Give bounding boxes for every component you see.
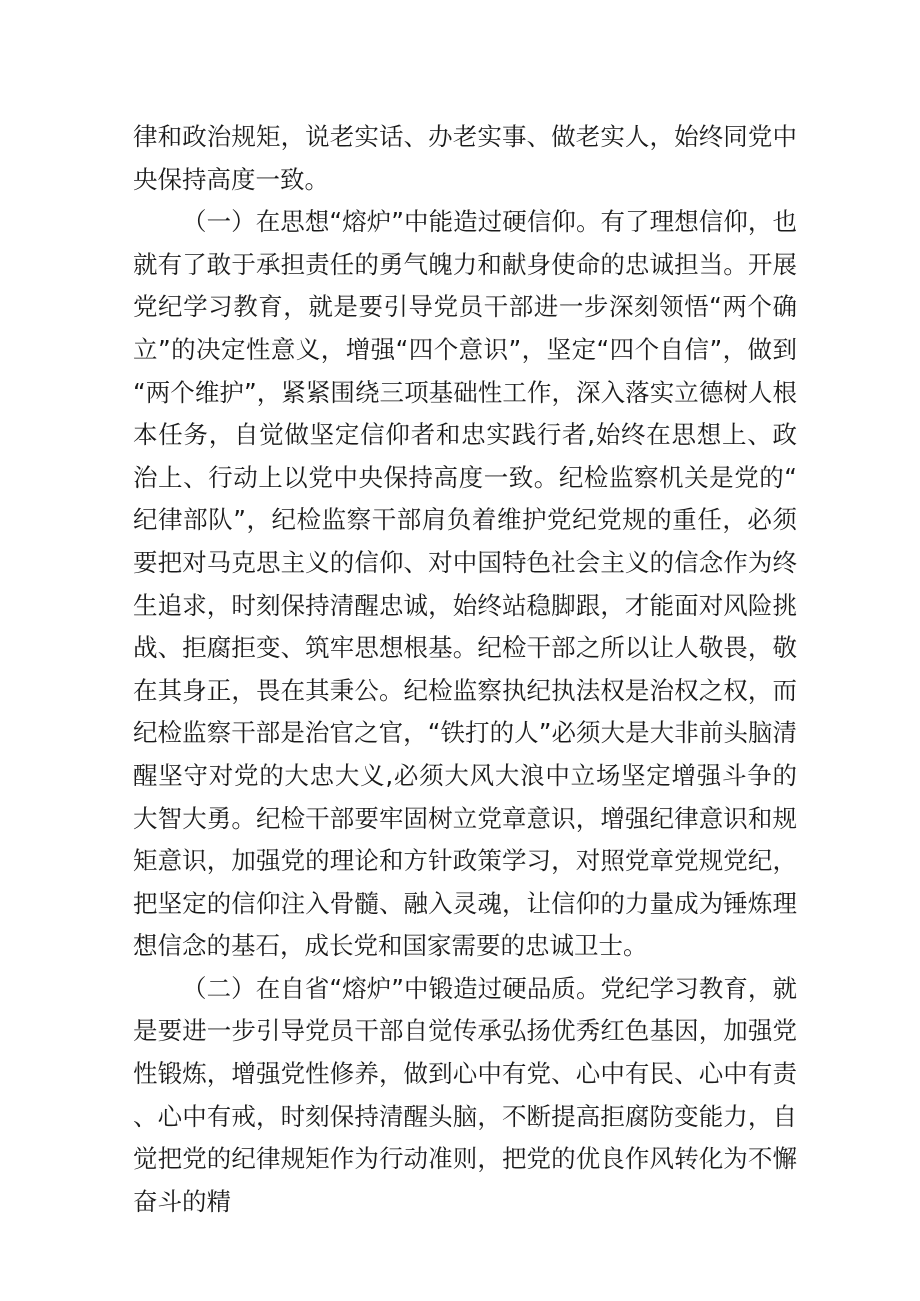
document-body xyxy=(133,116,797,1223)
paragraph-section-one: （一）在思想“熔炉”中能造过硬信仰。有了理想信仰，也就有了敢于承担责任的勇气魄力和献身使命的忠诚担当。开展党纪学习教育，就是要引导党员干部进一步深刻领悟“两个确立”的决定性意义，增强“四个意识”，坚定“四个自信”，做到“两个维护”，紧紧围绕三项基础性工作，深入落实立德树人根本任务，自觉做坚定信仰者和忠实践行者,始终在思想上、政治上、行动上以党中央保持高度一致。纪检监察机关是党的“纪律部队”，纪检监察干部肩负着维护党纪党规的重任，必须要把对马克思主义的信仰、对中国特色社会主义的信念作为终生追求，时刻保持清醒忠诚，始终站稳脚跟，才能面对风险挑战、拒腐拒变、筑牢思想根基。纪检干部之所以让人敬畏，敬在其身正，畏在其秉公。纪检监察执纪执法权是治权之权，而纪检监察干部是治官之官，“铁打的人”必须大是大非前头脑清醒坚守对党的大忠大义,必须大风大浪中立场坚定增强斗争的大智大勇。纪检干部要牢固树立党章意识，增强纪律意识和规矩意识，加强党的理论和方针政策学习，对照党章党规党纪，把坚定的信仰注入骨髓、融入灵魂，让信仰的力量成为锤炼理想信念的基石，成长党和国家需要的忠诚卫士。 xyxy=(133,207,797,961)
paragraph-continuation: 律和政治规矩，说老实话、办老实事、做老实人，始终同党中央保持高度一致。 xyxy=(133,122,797,194)
paragraph-section-two: （二）在自省“熔炉”中锻造过硬品质。党纪学习教育，就是要进一步引导党员干部自觉传承弘扬优秀红色基因，加强党性锻炼，增强党性修养，做到心中有党、心中有民、心中有责、心中有戒，时刻保持清醒头脑，不断提高拒腐防变能力，自觉把党的纪律规矩作为行动准则，把党的优良作风转化为不懈奋斗的精 xyxy=(133,973,797,1216)
